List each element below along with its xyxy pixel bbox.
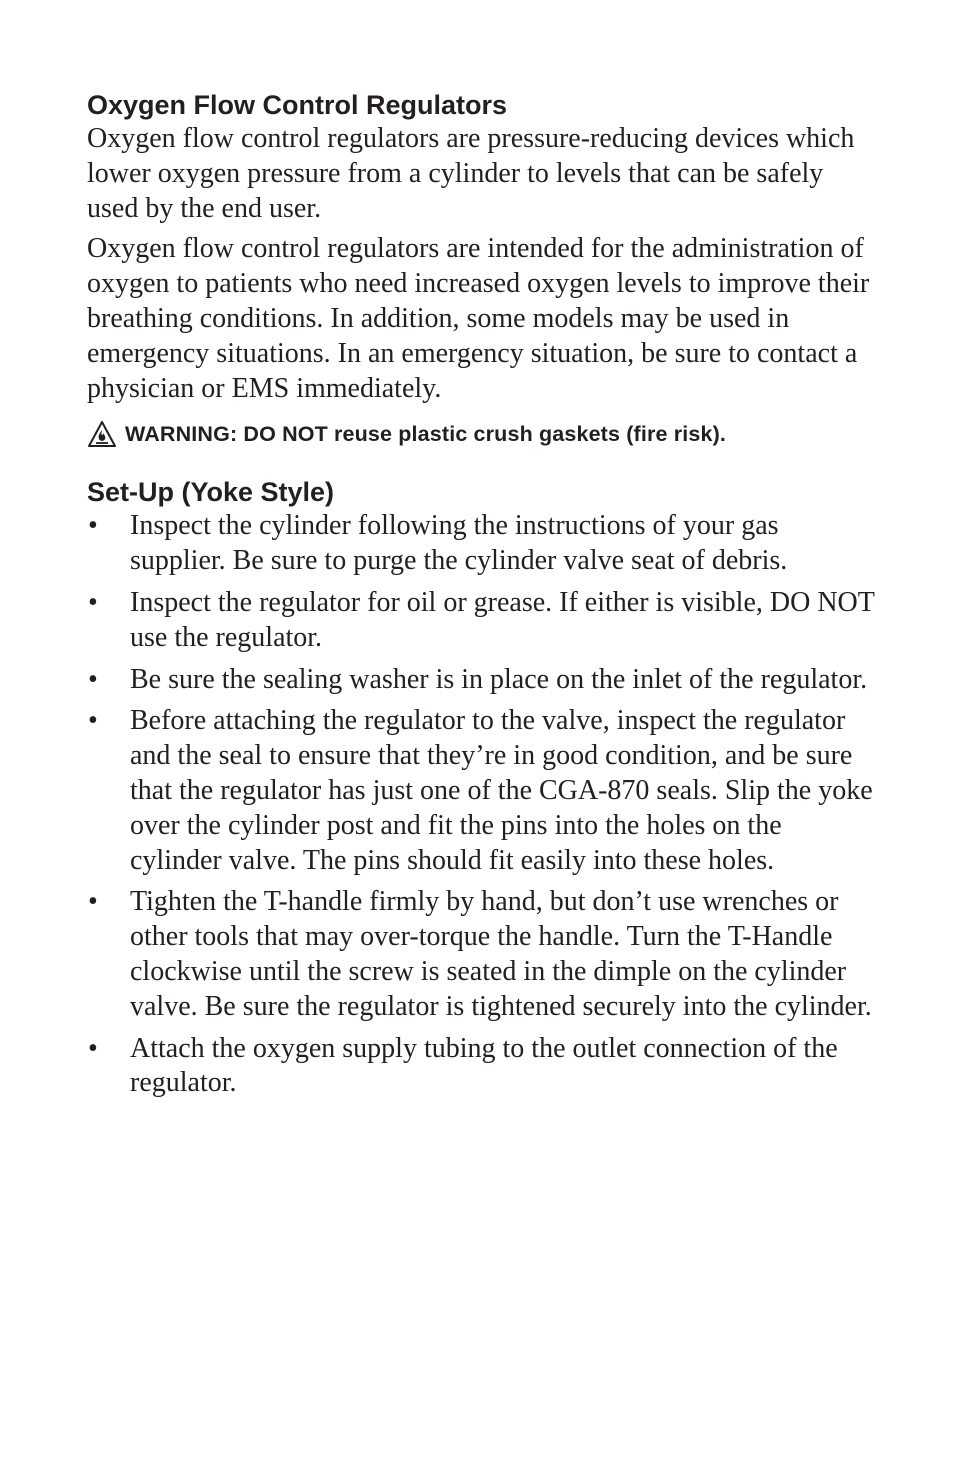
bullet-icon: • <box>88 1032 98 1064</box>
setup-steps-list <box>87 509 877 1101</box>
list-item-text: Be sure the sealing washer is in place on the inlet of the regulator. <box>130 663 868 695</box>
list-item <box>87 885 877 1024</box>
bullet-icon: • <box>88 705 98 737</box>
paragraph-intended-use: Oxygen flow control regulators are intended for the administration of oxygen to patients who need increased oxygen levels to improve their breathing conditions. In addition, some models may be used in emergency situations. In an emergency situation, be sure to contact a physician or EMS immediately. <box>87 233 870 404</box>
warning-text: WARNING: DO NOT reuse plastic crush gaskets (fire risk). <box>125 422 727 447</box>
list-item <box>87 704 877 878</box>
list-item <box>87 663 877 698</box>
list-item-text: Attach the oxygen supply tubing to the outlet connection of the regulator. <box>130 1032 838 1099</box>
document-page <box>87 88 877 1108</box>
list-item <box>87 1032 877 1102</box>
bullet-icon: • <box>88 510 98 542</box>
list-item-text: Inspect the cylinder following the instructions of your gas supplier. Be sure to purge the cylinder valve seat of debris. <box>130 510 788 577</box>
list-item-text: Tighten the T-handle firmly by hand, but don’t use wrenches or other tools that may over-torque the handle. Turn the T-Handle clockwise until the screw is seated in the dimple on the cylinder valve. Be sure the regulator is tightened securely into the cylinder. <box>130 886 872 1022</box>
bullet-icon: • <box>88 586 98 618</box>
paragraph-intro: Oxygen flow control regulators are pressure-reducing devices which lower oxygen pressure from a cylinder to levels that can be safely used by the end user. <box>87 123 855 224</box>
list-item <box>87 509 877 579</box>
flame-warning-icon <box>87 420 117 448</box>
list-item-text: Before attaching the regulator to the valve, inspect the regulator and the seal to ensure that they’re in good condition, and be sure that the regulator has just one of the CGA-870 seals. Slip the yoke over the cylinder post and fit the pins into the holes on the cylinder valve. The pins should fit easily into these holes. <box>130 705 873 876</box>
section-heading-setup: Set-Up (Yoke Style) <box>87 477 335 508</box>
list-item-text: Inspect the regulator for oil or grease. If either is visible, DO NOT use the regulator. <box>130 586 875 653</box>
list-item <box>87 586 877 656</box>
section-heading-oxygen-regulators: Oxygen Flow Control Regulators <box>87 90 508 120</box>
bullet-icon: • <box>88 886 98 918</box>
warning-notice <box>87 420 877 448</box>
bullet-icon: • <box>88 663 98 695</box>
